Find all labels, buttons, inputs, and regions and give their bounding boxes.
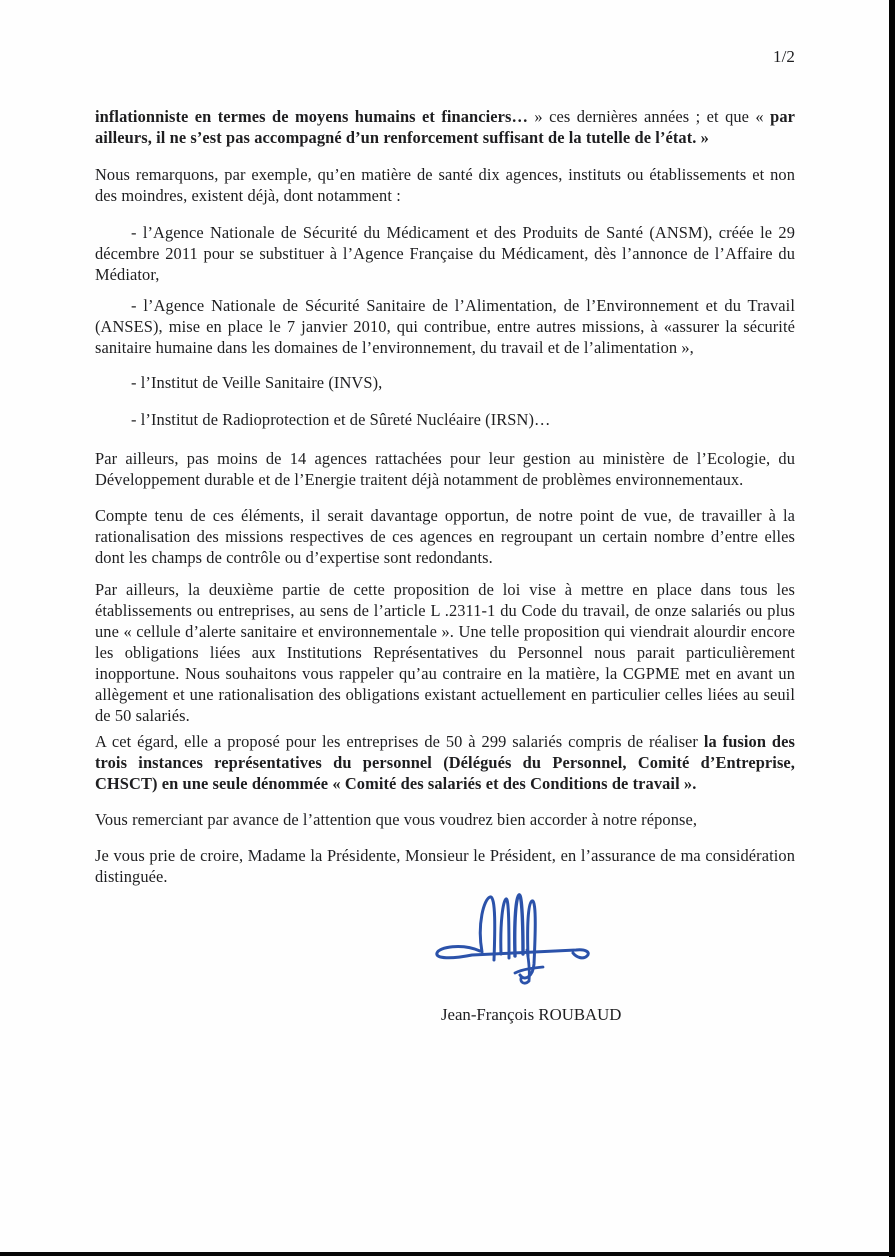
text-run: A cet égard, elle a proposé pour les entreprises de 50 à 299 salariés compris de réaliser bbox=[95, 732, 704, 751]
handwritten-signature bbox=[430, 890, 600, 990]
paragraph-remark bbox=[95, 164, 795, 206]
bold-text-run: inflationniste en termes de moyens humains et financiers… bbox=[95, 107, 535, 126]
text-run: - l’Institut de Veille Sanitaire (INVS), bbox=[131, 373, 383, 392]
text-run: - l’Agence Nationale de Sécurité du Médicament et des Produits de Santé (ANSM), créée le 29 décembre 2011 pour se substituer à l’Agence Française du Médicament, dès l’annonce de l’Affaire du Médiator, bbox=[95, 223, 795, 284]
text-run: Vous remerciant par avance de l’attention que vous voudrez bien accorder à notre réponse, bbox=[95, 810, 698, 829]
signatory-name: Jean-François ROUBAUD bbox=[441, 1005, 622, 1024]
paragraph-politesse bbox=[95, 845, 795, 887]
text-run: Nous remarquons, par exemple, qu’en matière de santé dix agences, instituts ou établissements et non des moindres, existent déjà, dont notamment : bbox=[95, 165, 795, 205]
text-run: Je vous prie de croire, Madame la Présidente, Monsieur le Président, en l’assurance de ma considération distinguée. bbox=[95, 846, 795, 886]
bold-text-run: par ailleurs, il ne s’est pas accompagné d’un renforcement suffisant de la tutelle de l’état. » bbox=[95, 107, 795, 147]
page-number: 1/2 bbox=[772, 47, 795, 66]
paragraph-remerciement bbox=[95, 809, 795, 830]
list-item-irsn bbox=[95, 409, 795, 430]
bold-text-run: la fusion des trois instances représentatives du personnel (Délégués du Personnel, Comité d’Entreprise, CHSCT) en une seule dénommée « Comité des salariés et des Conditions de travail ». bbox=[95, 732, 795, 793]
text-run: - l’Agence Nationale de Sécurité Sanitaire de l’Alimentation, de l’Environnement et du Travail (ANSES), mise en place le 7 janvier 2010, qui contribue, entre autres missions, à «assurer la sécurité sanitaire humaine dans les domaines de l’environnement, du travail et de l’alimentation », bbox=[95, 296, 795, 357]
paragraph-deuxieme-partie bbox=[95, 579, 795, 726]
scan-edge-bottom-bar bbox=[0, 1252, 895, 1256]
paragraph-opening-quote bbox=[95, 106, 795, 148]
paragraph-compte-tenu bbox=[95, 505, 795, 568]
text-run: Par ailleurs, pas moins de 14 agences rattachées pour leur gestion au ministère de l’Ecologie, du Développement durable et de l’Energie traitent déjà notamment de problèmes environnementaux. bbox=[95, 449, 795, 489]
signature-icon bbox=[430, 890, 600, 990]
list-item-ansm bbox=[95, 222, 795, 285]
text-run: » ces dernières années ; et que « bbox=[534, 107, 771, 126]
paragraph-fusion-instances bbox=[95, 731, 795, 794]
list-item-anses bbox=[95, 295, 795, 358]
list-item-invs bbox=[95, 372, 795, 393]
text-run: - l’Institut de Radioprotection et de Sûreté Nucléaire (IRSN)… bbox=[131, 410, 551, 429]
scan-edge-right-bar bbox=[889, 0, 895, 1257]
paragraph-14-agences bbox=[95, 448, 795, 490]
text-run: Par ailleurs, la deuxième partie de cette proposition de loi vise à mettre en place dans tous les établissements ou entreprises, au sens de l’article L .2311-1 du Code du travail, de onze salariés ou plus une « cellule d’alerte sanitaire et environnementale ». Une telle proposition qui viendrait alourdir encore les obligations liées aux Institutions Représentatives du Personnel nous parait particulièrement inopportune. Nous souhaitons vous rappeler qu’au contraire en la matière, la CGPME met en avant un allègement et une rationalisation des obligations existant actuellement en particulier celles liées au seuil de 50 salariés. bbox=[95, 580, 795, 725]
text-run: Compte tenu de ces éléments, il serait davantage opportun, de notre point de vue, de travailler à la rationalisation des missions respectives de ces agences en regroupant un certain nombre d’entre elles dont les champs de contrôle ou d’expertise sont redondants. bbox=[95, 506, 795, 567]
